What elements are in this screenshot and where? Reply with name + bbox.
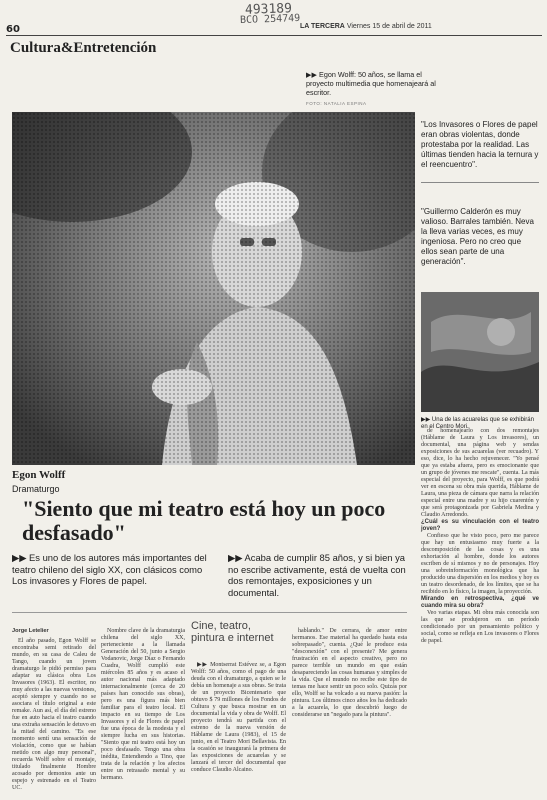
- sidebar-divider: [421, 182, 539, 183]
- photo-credit: FOTO: NATALIA ESPINA: [306, 101, 367, 106]
- article-column-3: [191, 628, 286, 774]
- watercolor-caption: ▶▶ Una de las acuarelas que se exhibirán en el Centro Mori.: [421, 417, 534, 430]
- headline: "Siento que mi teatro está hoy un poco desfasado": [22, 496, 386, 545]
- sidebar-quote-2-wrap: [421, 207, 539, 279]
- sidebar-quotes: [421, 120, 539, 191]
- article-column-2: [101, 628, 185, 782]
- column-3-text: ▶▶ Montserrat Estévez se, a Egon Wolff: 50 años, como el pago de una deuda con el dramaturgo, a quien se le debía un homenaje a sus obras. Se trata de un proyecto Bicentenario que obtuvo $ 79 millones de los Fondos de Cultura y que busca mostrar en un documental la vida y obra de Wolff. El proyecto tendrá su partida con el estreno de la nueva versión de Háblame de Laura (1983), el 15 de junio, en el Teatro Mori Bellavista. En la ocasión se inaugurará la primera de las exposiciones de acuarelas y se lanzará el tercer del documental que conduce Claudio Alcaino.: [191, 662, 286, 773]
- column-1-text: El año pasado, Egon Wolff se encontraba semi retirado del mundo, en su casa de Caleu de Tango, cuando un joven dramaturgo le pidió permiso para adaptar su clásica obra Los Invasores (1963). El escritor, no muy afecto a las nuevas versiones, aceptó siempre y cuando no se asociara el título original a este remake. Aun así, el día del estreno fue en auto hacia el teatro cuando una extraña sensación le detuvo en la mitad del camino. "Es ese momento sentí una sensación de violación, como que se habían metido con algo muy personal", recuerda Wolff sobre el montaje, titulado finalmente Hombre acosado por demonios ante un espejo y estrenado en el Teatro UC.: [12, 638, 96, 791]
- article-column-5: [421, 428, 539, 645]
- column-5c-text: Veo varias etapas. Mi obra más conocida son las que se produjeron en un período condicionado por un pensamiento político y social, como se refleja en Los invasores o Flores de papel.: [421, 610, 539, 644]
- main-photo: [12, 112, 415, 465]
- masthead: [300, 23, 432, 30]
- question-heading-2: Mirando en retrospectiva, ¿qué ve cuando mira su obra?: [421, 596, 539, 609]
- photo-caption: [306, 70, 446, 108]
- sidebar-quote-2: "Guillermo Calderón es muy valioso. Barrales también. Neva la lleva varias veces, es muy ingeniosa. Pero no creo que ellos sean parte de una generación".: [421, 207, 534, 266]
- deck-right: ▶▶ Acaba de cumplir 85 años, y si bien ya no escribe activamente, está de vuelta con dos remontajes, exposiciones y un documental.: [228, 552, 406, 598]
- deck-left: ▶▶ Es uno de los autores más importantes del teatro chileno del siglo XX, con clásicos como Los invasores y Flores de papel.: [12, 552, 207, 586]
- article-column-1: [12, 628, 96, 792]
- issue-date: Viernes 15 de abril de 2011: [346, 23, 432, 30]
- handwritten-code: BCO 254749: [239, 12, 301, 27]
- sidebar-quote-1: "Los Invasores o Flores de papel eran obras violentas, donde protestaba por la realidad. Las últimas tienden hacia la ternura y el reencuentro".: [421, 120, 539, 169]
- handwritten-number: 493189: [244, 1, 293, 18]
- author-name: Egon Wolff: [12, 469, 66, 481]
- column-5-text: de homenajearlo con dos remontajes (Háblame de Laura y Los invasores), un documental, una página web y sendas exposiciones de sus acuarelas (ver recuadro). Y eso, dice, lo ha hecho rejuvenecer. "Yo pensé que ya estaba afuera, pero es emocionante que un grupo de jóvenes me rescate", cuenta. La más especial del proyecto, para Wolff, es que podrá ver en escena su obra más querida, Háblame de Laura, una pieza de cámara que narra la relación especial entre una madre y su hijo cuarentón y que será protagonizada por Gabriela Medina y Claudio Arredondo.: [421, 428, 539, 518]
- watercolor-thumbnail: [421, 292, 539, 412]
- section-title: Cultura&Entretención: [10, 40, 157, 56]
- byline: Jorge Letelier: [12, 628, 49, 634]
- column-5b-text: Confieso que he visto poco, pero me parece que hay un entusiasmo muy fuerte a la descomposición de las cosas y es una exhortación al hombre, donde los autores escriben de sí mismos y no de personajes. Hoy una sobreinformación monológica que ha producido una dispersión en los medios y hoy es un teatro desordenado, de los límites, que se ha recibido en lo físico, la imagen, la proyección.: [421, 533, 539, 595]
- box-subhead: Cine, teatro, pintura e internet: [191, 620, 274, 644]
- watercolor-image: [421, 292, 539, 412]
- question-heading-1: ¿Cuál es su vinculación con el teatro joven?: [421, 519, 539, 532]
- portrait-image: [12, 112, 415, 465]
- header-rule: [6, 35, 542, 36]
- column-4-text: hablando." De cerrara, de amor entre hermanos. Ese material ha quedado hasta esta sobrepasado", cuenta. ¿Qué le produce esta "desconexión" con el presente? Me genera frustración en el aspecto creativo, pero no parece terrible un mundo en que están desapareciendo las cosas humanas y simples de la vida. Que el mundo no recibe este tipo de temas me hace sentir un poco solo. Quizás por ello, Wolff se ha volcado a su nueva pasión: la pintura. Los últimos cinco años los ha dedicado a la acuarela, lo que descubrió luego de considerarse un "negado para la pintura".: [292, 628, 407, 718]
- page-number: 60: [6, 24, 20, 35]
- deck-divider: [12, 612, 407, 613]
- author-role: Dramaturgo: [12, 484, 60, 494]
- newspaper-name: LA TERCERA: [300, 23, 345, 30]
- article-column-4: [292, 628, 407, 719]
- photo-caption-text: ▶▶ Egon Wolff: 50 años, se llama el proyecto multimedia que homenajeará al escritor.: [306, 70, 436, 97]
- column-2-text: Nombre clave de la dramaturgia chilena del siglo XX, perteneciente a la llamada Generación del 50, junto a Sergio Vodanovic, Jorge Díaz o Fernando Cuadra, Wolff cumplió este miércoles 85 años y es acaso el autor nacional más adaptado internacionalmente (cerca de 20 países han conocido sus obras), pero es una figura más bien familiar para el teatro local. El impacto en su tiempo de Los Invasores y el de Flores de papel fue una época de la modesta y el siempre lucha en sus historias. "Siento que mi teatro está hoy un poco desfasado. Tengo una obra inédita, Entendiendo a Tino, que trata de la relación y los afectos entre un retrasado mental y su hermano.: [101, 628, 185, 781]
